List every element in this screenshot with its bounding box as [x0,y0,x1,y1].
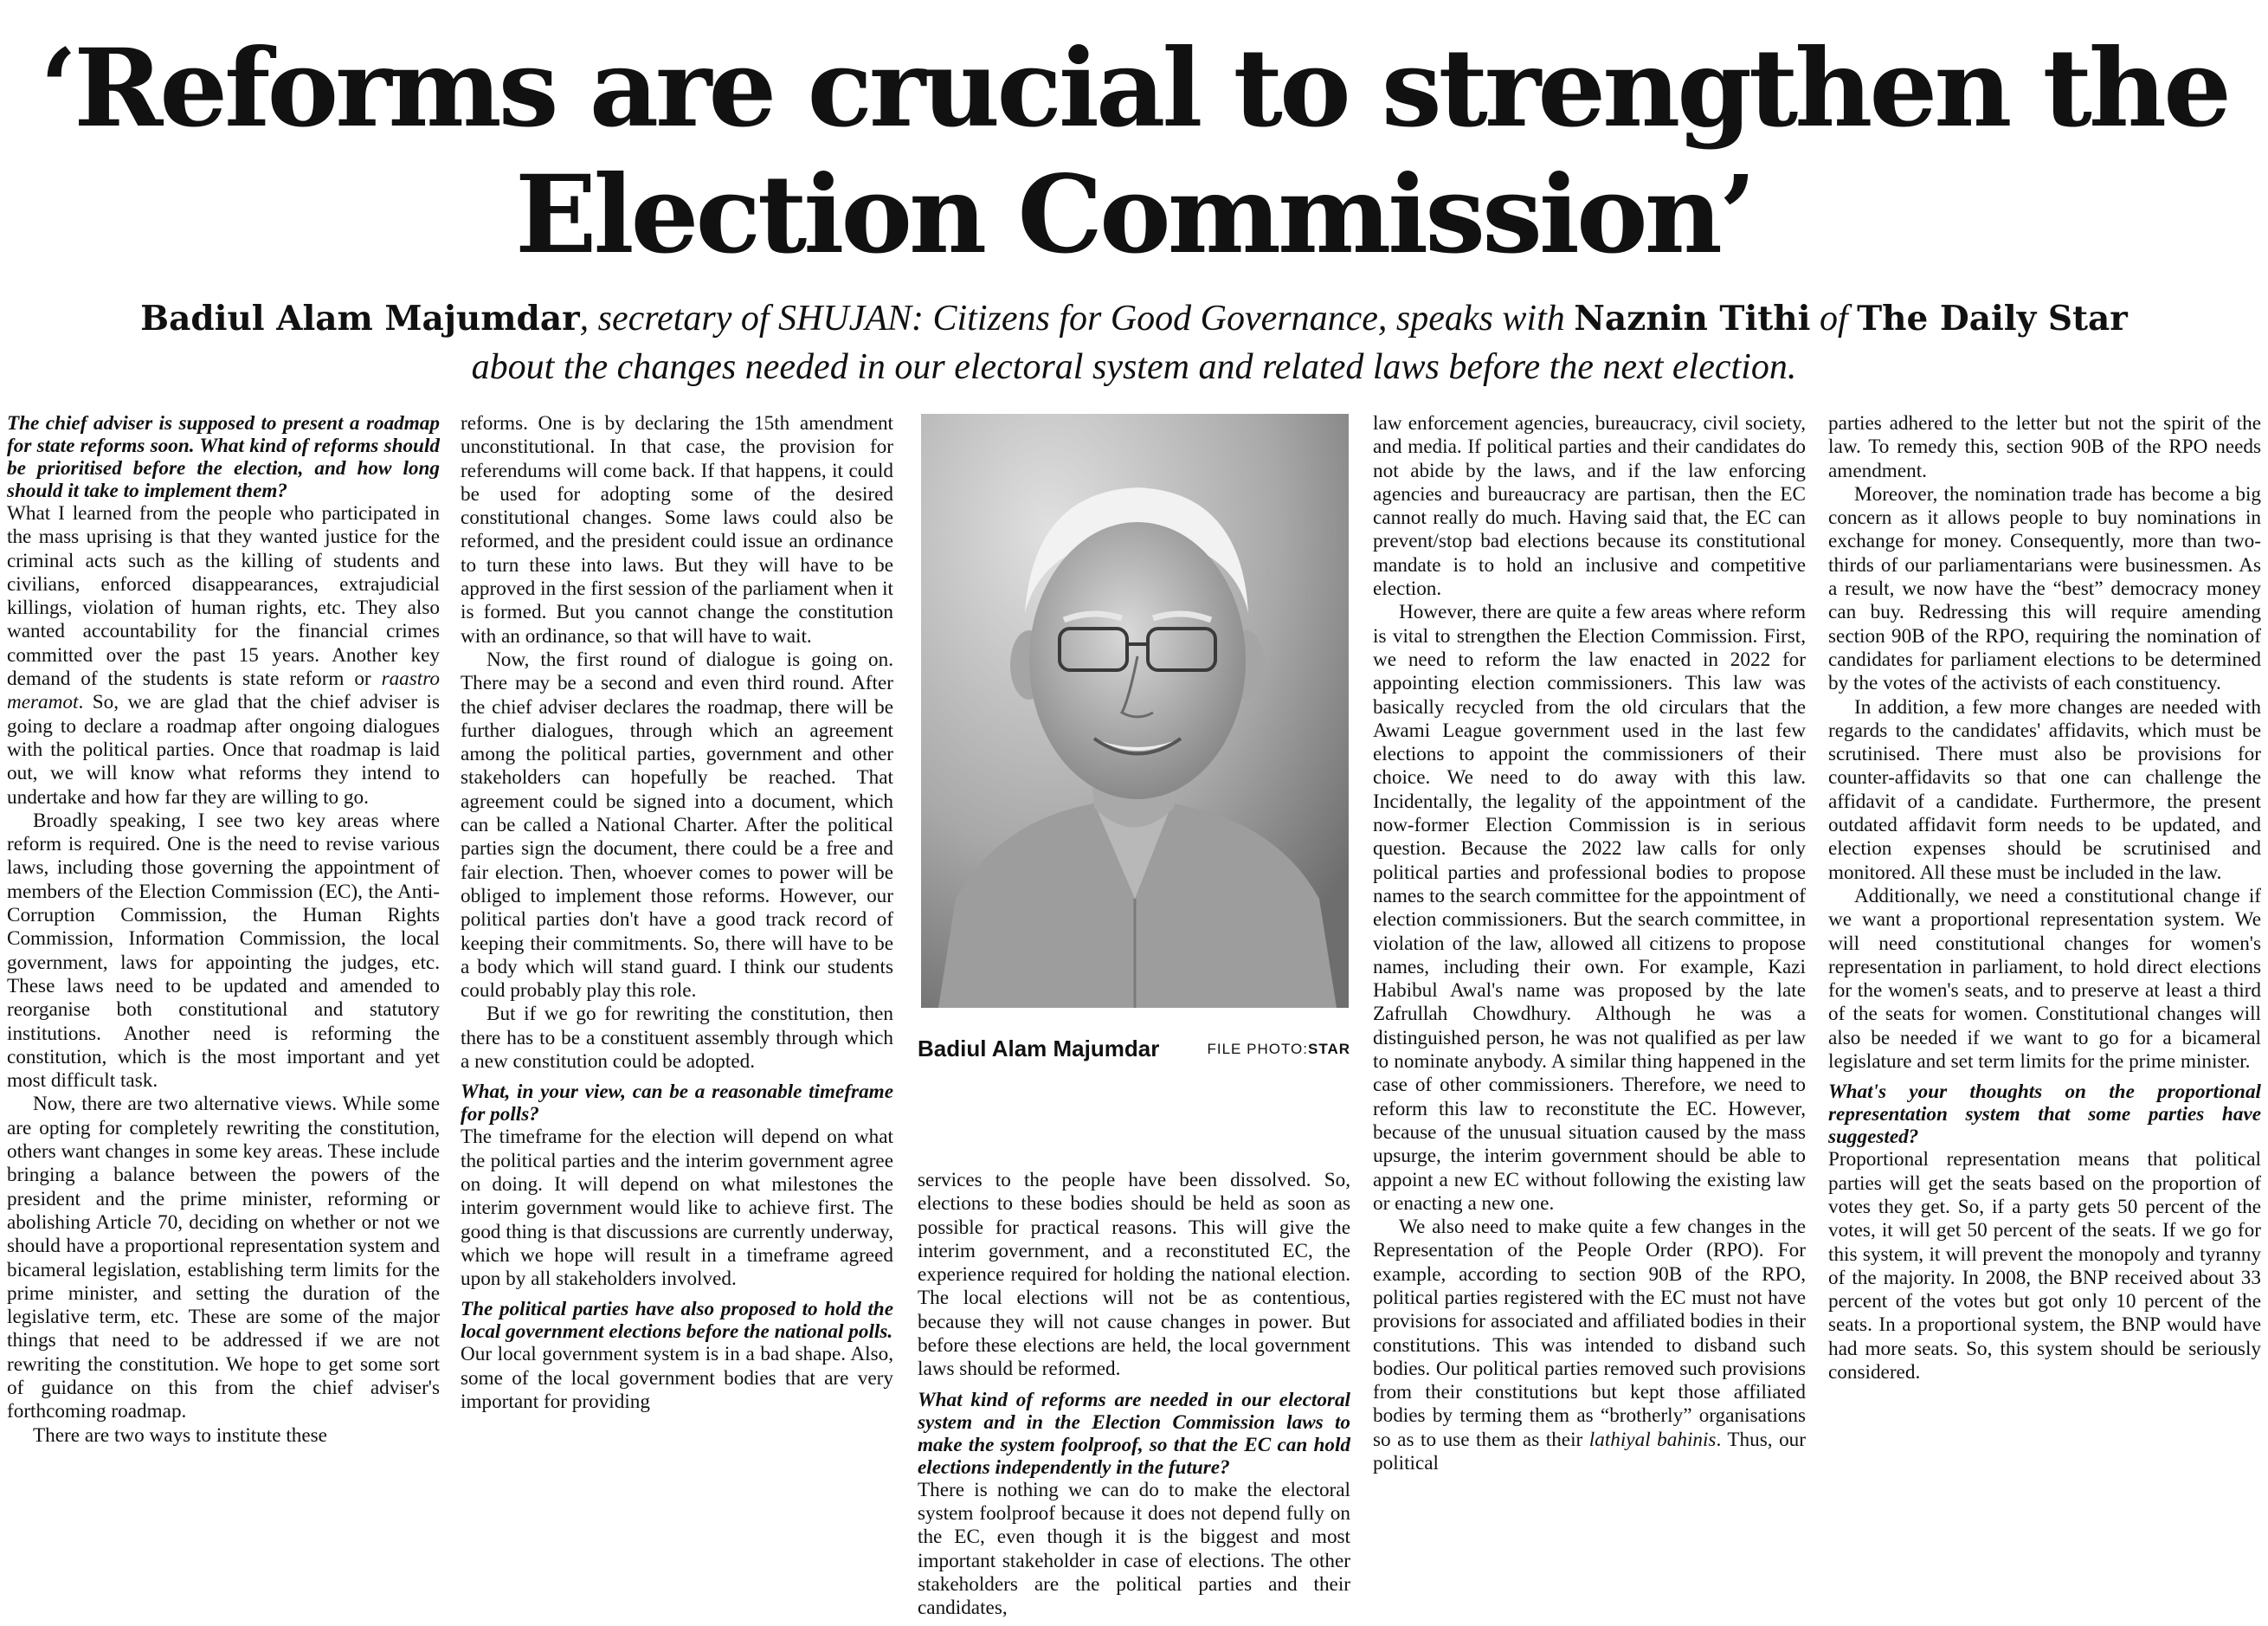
answer-text: . So, we are glad that the chief adviser is going to declare a roadmap after ongoing dialogues with the political parties. Once that roadmap is laid out, we will know what reforms they intend to undertake and how far they are willing to go. [7,691,440,809]
article-column-5 [1828,412,2261,1623]
publication-name: The Daily Star [1857,299,2128,339]
standfirst [35,294,2233,391]
article-column-3 [918,1169,1350,1623]
answer-text: . Thus, our political [1373,1428,1806,1475]
answer-paragraph: Now, there are two alternative views. While some are opting for completely rewriting the constitution, others want changes in some key areas. These include bringing a balance between the powers of the president and the prime minister, reforming or abolishing Article 70, deciding on whether or not we should have a proportional representation system and bicameral legislation, establishing term limits for the prime minister, and setting the duration of the legislative term, etc. These are some of the major things that need to be addressed if we are not rewriting the constitution. We hope to get some sort of guidance on this from the chief adviser's forthcoming roadmap. [7,1093,440,1423]
answer-emphasis: raastro meramot [7,668,440,714]
portrait-illustration [921,414,1349,1008]
answer-paragraph: Broadly speaking, I see two key areas where reform is required. One is the need to revise various laws, including those governing the appointment of members of the Election Commission (EC), the Anti-Corruption Commission, the Human Rights Commission, Information Commission, the local government, laws for appointing the judges, etc. These laws need to be updated and amended to reorganise both constitutional and statutory institutions. Another need is reforming the constitution, which is the most important and yet most difficult task. [7,809,440,1093]
photo-credit [1207,1041,1350,1058]
question-2: What, in your view, can be a reasonable timeframe for polls? [461,1081,893,1126]
portrait-photo [921,414,1349,1008]
answer-paragraph: There is nothing we can do to make the electoral system foolproof because it does not depend fully on the EC, even though it is the biggest and most important stakeholder in case of elections. The other stakeholders are the political parties and their candidates, [918,1478,1350,1620]
headline-line-2: Election Commission’ [514,152,1754,278]
question-1: The chief adviser is supposed to present a roadmap for state reforms soon. What kind of reforms should be prioritised before the election, and how long should it take to implement them? [7,412,440,502]
question-5: What's your thoughts on the proportional representation system that some parties have suggested? [1828,1081,2261,1149]
answer-paragraph: In addition, a few more changes are needed with regards to the candidates' affidavits, which must be scrutinised. There must also be provisions for counter-affidavits so that one can challenge the affidavit of a candidate. Furthermore, the present outdated affidavit form needs to be updated, and election expenses should be scrutinised and monitored. All these must be included in the law. [1828,695,2261,884]
standfirst-line-2: about the changes needed in our electoral system and related laws before the next election. [471,347,1797,387]
answer-paragraph: Moreover, the nomination trade has become a big concern as it allows people to buy nominations in exchange for money. Consequently, more than two-thirds of our parliamentarians were businessmen. As a result, we now have the “best” democracy money can buy. Redressing this will require amending section 90B of the RPO, requiring the nomination of candidates for parliament elections to be determined by the votes of the activists of each constituency. [1828,482,2261,695]
headline-line-1: ‘Reforms are crucial to strengthen the [40,26,2228,152]
interviewee-role: , secretary of SHUJAN: Citizens for Good Governance, speaks with [579,299,1575,339]
photo-credit-prefix: FILE PHOTO: [1207,1041,1308,1057]
photo-caption-name: Badiul Alam Majumdar [918,1036,1160,1061]
answer-paragraph [1373,1216,1806,1475]
answer-paragraph: Proportional representation means that political parties will get the seats based on the proportion of votes they get. So, if a party gets 50 percent of the votes, it will get 50 percent of the seats. If we go for this system, it will prevent the monopoly and tyranny of the majority. In 2008, the BNP received about 33 percent of the votes but got only 10 percent of the seats. In a proportional system, the BNP would have had more seats. So, this system should be seriously considered. [1828,1148,2261,1384]
answer-paragraph: But if we go for rewriting the constitution, then there has to be a constituent assembly through which a new constitution could be adopted. [461,1003,893,1074]
answer-emphasis: lathiyal bahinis [1588,1428,1717,1451]
headline [0,26,2268,279]
answer-paragraph: law enforcement agencies, bureaucracy, civil society, and media. If political parties and their candidates do not abide by the laws, and if the law enforcing agencies and bureaucracy are partisan, then the EC cannot really do much. Having said that, the EC can prevent/stop bad elections because its constitutional mandate is to hold an inclusive and competitive election. [1373,412,1806,601]
article-column-4 [1373,412,1806,1623]
question-4: What kind of reforms are needed in our electoral system and in the Election Commission laws to make the system foolproof, so that the EC can hold elections independently in the future? [918,1388,1350,1479]
question-3: The political parties have also proposed to hold the local government elections before the national polls. [461,1298,893,1344]
interviewee-name: Badiul Alam Majumdar [140,299,580,339]
answer-paragraph: Our local government system is in a bad shape. Also, some of the local government bodies that are very important for providing [461,1343,893,1413]
answer-paragraph: However, there are quite a few areas where reform is vital to strengthen the Election Commission. First, we need to reform the law enacted in 2022 for appointing election commissioners. This law was basically recycled from the old circulars that the Awami League government used in the last few elections to appoint the commissioners of their choice. We need to do away with this law. Incidentally, the legality of the appointment of the now-former Election Commission is in serious question. Because the 2022 law calls for only political parties and professional bodies to propose names to the search committee for the appointment of election commissioners. But the search committee, in violation of the law, allowed all citizens to propose names, including their own. For example, Kazi Habibul Awal's name was proposed by the late Zafrullah Chowdhury. Although he was a distinguished person, he was not qualified as per law to nominate anybody. A similar thing happened in the case of other commissioners. Therefore, we need to reform this law to reconstitute the EC. However, because of the unusual situation caused by the mass upsurge, the interim government should be able to appoint a new EC without following the existing law or enacting a new one. [1373,601,1806,1215]
answer-paragraph: Now, the first round of dialogue is going on. There may be a second and even third round. After the chief adviser declares the roadmap, there will be further dialogues, through which an agreement among the political parties, government and other stakeholders can hopefully be reached. That agreement could be signed into a document, which can be called a National Charter. After the political parties sign the document, there could be a free and fair election. Then, whoever comes to power will be obliged to implement those reforms. However, our political parties don't have a good track record of keeping their commitments. So, there will have to be a body which will stand guard. I think our students could probably play this role. [461,648,893,1003]
standfirst-of: of [1810,299,1858,339]
interviewer-name: Naznin Tithi [1574,299,1811,339]
answer-text: We also need to make quite a few changes in the Representation of the People Order (RPO). For example, according to section 90B of the RPO, political parties registered with the EC must not have provisions for associated and affiliated bodies in their constitutions. This was intended to disband such bodies. Our political parties removed such provisions from their constitutions but kept those affiliated bodies by terming them as “brotherly” organisations so as to use them as their [1373,1216,1806,1451]
answer-paragraph: There are two ways to institute these [33,1423,327,1447]
answer-text: What I learned from the people who participated in the mass uprising is that they wanted justice for the criminal acts such as the killing of students and civilians, enforced disappearances, extrajudicial killings, violation of human rights, etc. They also wanted accountability for the financial crimes committed over the past 15 years. Another key demand of the students is state reform or [7,502,440,691]
article-column-1 [7,412,440,1623]
answer-paragraph [7,502,440,810]
answer-paragraph: reforms. One is by declaring the 15th amendment unconstitutional. In that case, the provision for referendums will come back. If that happens, it could be used for adopting some of the desired constitutional changes. Some laws could also be reformed, and the president could issue an ordinance to turn these into laws. But they will have to be approved in the first session of the parliament when it is formed. But you cannot change the constitution with an ordinance, so that will have to wait. [461,412,893,648]
answer-paragraph: Additionally, we need a constitutional change if we want a proportional representation system. We will need constitutional changes for women's representation in parliament, to hold direct elections for the women's seats, and to preserve at least a third of the seats for women. Constitutional changes will also be needed if we want to go for a bicameral legislature and set term limits for the prime minister. [1828,884,2261,1074]
answer-paragraph: services to the people have been dissolved. So, elections to these bodies should be held as soon as possible for practical reasons. This will give the interim government, and a reconstituted EC, the experience required for holding the national election. The local elections will not be as contentious, because they will not cause changes in power. But before these elections are held, the local government laws should be reformed. [918,1169,1350,1381]
photo-credit-source: STAR [1307,1041,1350,1057]
answer-paragraph: The timeframe for the election will depend on what the political parties and the interim government agree on doing. It will depend on what milestones the interim government would like to achieve first. The good thing is that discussions are currently underway, which we hope will result in a timeframe agreed upon by all stakeholders involved. [461,1126,893,1291]
photo-caption [918,1036,1350,1067]
answer-paragraph: parties adhered to the letter but not the spirit of the law. To remedy this, section 90B of the RPO needs amendment. [1828,412,2261,482]
article-column-2 [461,412,893,1623]
